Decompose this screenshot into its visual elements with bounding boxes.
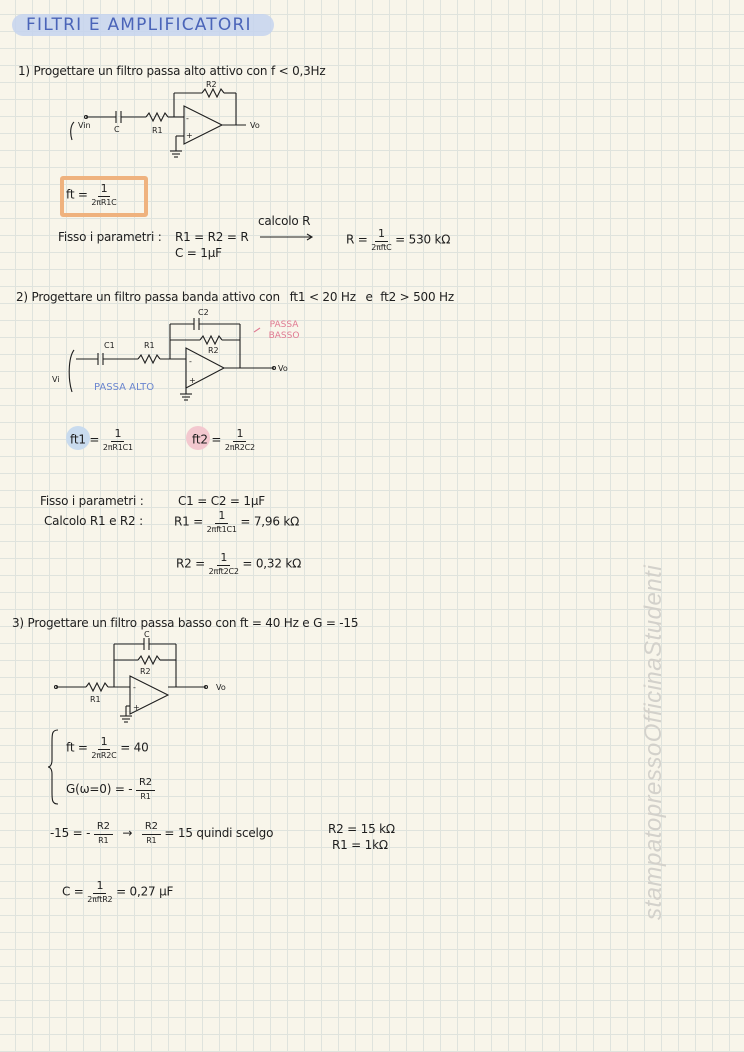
ex3-vo-label: Vo: [216, 683, 226, 692]
ex3-c-label: C: [144, 630, 150, 639]
ex1-ft-den: 2πR1C: [91, 198, 117, 207]
ex1-ft-num: 1: [98, 183, 111, 197]
ex2-r2-den: 2πft2C2: [208, 567, 239, 576]
ex1-fix-label: Fisso i parametri :: [58, 230, 162, 244]
ex3-ft-den: 2πR2C: [91, 751, 117, 760]
ex2-ft2-formula: [192, 428, 255, 452]
ex3-eq-num2: R2: [142, 822, 161, 835]
ex2-vo-label: Vo: [278, 364, 288, 373]
ex1-r-formula: [346, 228, 450, 252]
ex3-g-label: G(ω=0) = -: [66, 782, 133, 796]
ex2-ft2-den: 2πR2C2: [224, 443, 255, 452]
watermark: stampatopressoOfficinaStudenti: [640, 564, 667, 920]
ex2-r1-num: 1: [215, 510, 228, 524]
ex2-ft1-label: ft1 =: [70, 432, 100, 447]
ex3-g-formula: [66, 778, 155, 801]
ex3-minus: -: [133, 683, 136, 692]
ex2-minus: -: [189, 357, 192, 366]
ex3-c-result: = 0,27 μF: [116, 884, 174, 899]
ex2-r1-label: R1 =: [174, 514, 204, 529]
ex1-fix-c: C = 1μF: [175, 246, 222, 260]
ex3-ft-result: = 40: [120, 740, 149, 755]
ex2-ft1-den: 2πR1C1: [102, 443, 133, 452]
ex2-heading: [16, 290, 454, 304]
page-title: FILTRI E AMPLIFICATORI: [26, 15, 252, 35]
ex2-c1-label: C1: [104, 341, 115, 350]
ex1-ft-formula: [66, 183, 117, 207]
ex1-r2-label: R2: [206, 80, 217, 89]
ex3-choice-r2: R2 = 15 kΩ: [328, 822, 395, 836]
ex2-heading-text: 2) Progettare un filtro passa banda attivo con: [16, 290, 280, 304]
ex3-g-num: R2: [136, 778, 155, 791]
ex2-r2-label: R2: [208, 346, 219, 355]
ex2-circuit: [46, 304, 306, 404]
ex1-vin-label: Vin: [78, 121, 91, 130]
ex2-passa-alto-note: PASSA ALTO: [94, 382, 155, 393]
ex2-fix-values: C1 = C2 = 1μF: [178, 494, 265, 508]
ex1-arrow: [258, 232, 318, 242]
ex2-fix-label: Fisso i parametri :: [40, 494, 144, 508]
ex3-eq-den: R1: [98, 836, 109, 845]
ex3-c-den: 2πftR2: [87, 895, 113, 904]
ex3-circuit: [50, 630, 250, 722]
ex1-plus: +: [186, 131, 193, 140]
ex2-c2-label: C2: [198, 308, 209, 317]
ex3-ft-num: 1: [98, 736, 111, 750]
ex3-c-formula: [62, 880, 173, 904]
ex1-circuit: [66, 78, 276, 160]
ex1-vo-label: Vo: [250, 121, 260, 130]
ex1-r-num: 1: [375, 228, 388, 242]
ex2-plus: +: [189, 376, 196, 385]
ex3-eq-num: R2: [94, 822, 113, 835]
ex2-ft2-num: 1: [233, 428, 246, 442]
ex1-r-den: 2πftC: [371, 243, 392, 252]
ex2-r2-label: R2 =: [176, 556, 206, 571]
ex1-heading: 1) Progettare un filtro passa alto attivo con f < 0,3Hz: [18, 64, 326, 78]
ex2-vi-label: Vi: [52, 375, 60, 384]
ex2-and: e: [365, 290, 373, 304]
ex3-r2-label: R2: [140, 667, 151, 676]
ex2-r2-num: 1: [217, 552, 230, 566]
ex3-eq-left: -15 = -: [50, 826, 91, 840]
ex2-ft1-num: 1: [111, 428, 124, 442]
ex3-g-den: R1: [140, 792, 151, 801]
ex2-r1-den: 2πft1C1: [206, 525, 237, 534]
ex1-calc-label: calcolo R: [258, 214, 311, 228]
ex3-plus: +: [133, 703, 140, 712]
ex3-c-label: C =: [62, 884, 84, 899]
ex2-r2-result: = 0,32 kΩ: [242, 556, 302, 571]
ex3-ft-label: ft =: [66, 740, 88, 755]
ex2-ft1-formula: [70, 428, 133, 452]
ex3-ft-formula: [66, 736, 149, 760]
ex2-r1-formula: [174, 510, 299, 534]
ex1-fix-r: R1 = R2 = R: [175, 230, 249, 244]
ex3-c-num: 1: [93, 880, 106, 894]
ex1-c-label: C: [114, 125, 120, 134]
ex3-heading: 3) Progettare un filtro passa basso con ft = 40 Hz e G = -15: [12, 616, 359, 630]
ex1-ft-label: ft =: [66, 187, 88, 202]
ex2-r1-result: = 7,96 kΩ: [240, 514, 300, 529]
ex2-ft2-label: ft2 =: [192, 432, 222, 447]
ex1-r1-label: R1: [152, 126, 163, 135]
ex3-choice-r1: R1 = 1kΩ: [332, 838, 388, 852]
ex3-eq-den2: R1: [146, 836, 157, 845]
ex2-r2-formula: [176, 552, 301, 576]
ex2-calc-label: Calcolo R1 e R2 :: [44, 514, 143, 528]
ex2-passa-basso-note: PASSA BASSO: [268, 320, 300, 341]
ex2-ft1-cond: ft1 < 20 Hz: [289, 290, 356, 304]
ex2-r1-label: R1: [144, 341, 155, 350]
ex1-r-label: R =: [346, 232, 368, 247]
ex2-ft2-cond: ft2 > 500 Hz: [380, 290, 454, 304]
ex3-equation: -15 = - $\frac{R2}{R1}$ → $\frac{R2}{R1}$ = 15 quindi scelgo: [50, 821, 274, 845]
ex1-r-result: = 530 kΩ: [395, 232, 451, 247]
ex1-minus: -: [186, 114, 189, 123]
ex3-r1-label: R1: [90, 695, 101, 704]
ex3-system-brace: [48, 728, 60, 806]
ex3-eq-mid: = 15 quindi scelgo: [164, 826, 274, 840]
